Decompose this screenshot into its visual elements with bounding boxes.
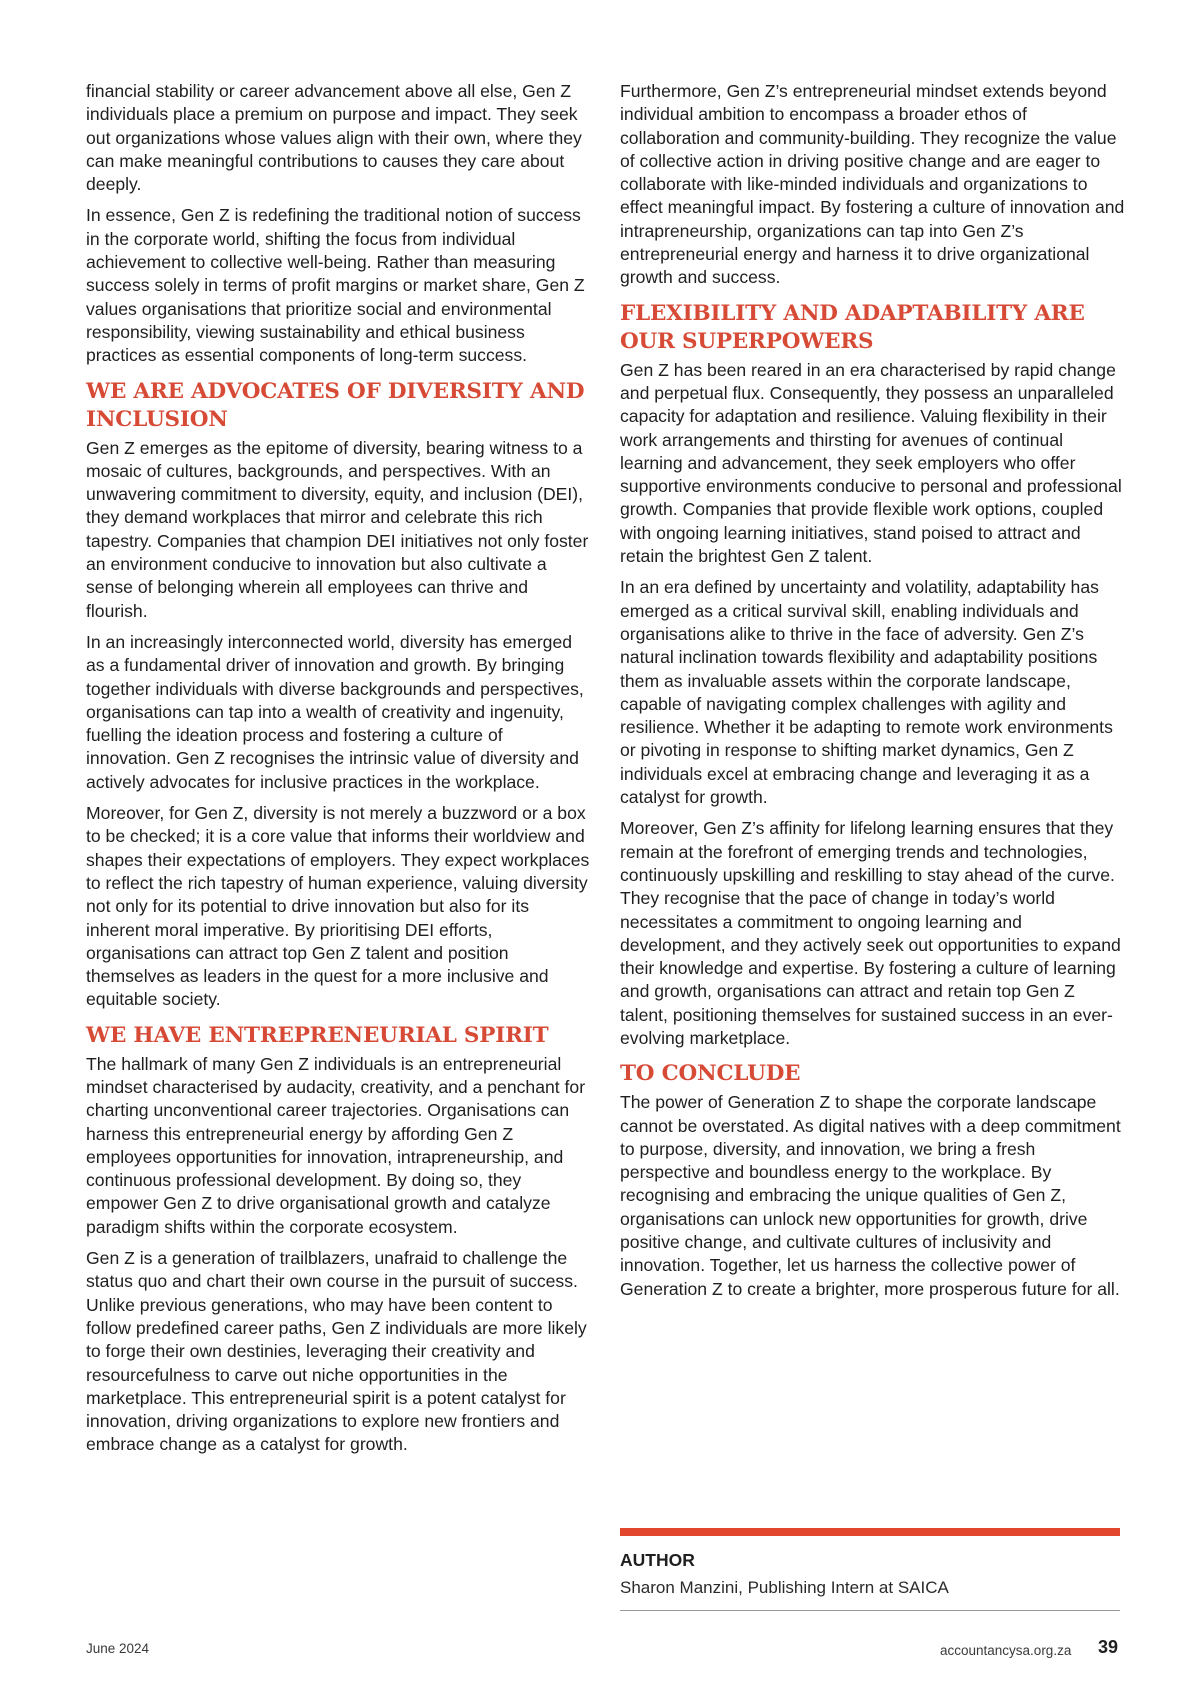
paragraph: Moreover, Gen Z’s affinity for lifelong learning ensures that they remain at the forefront of emerging trends and technologies, continuously upskilling and reskilling to stay ahead of the curve. They recognise that the pace of change in today’s world necessitates a commitment to ongoing learning and development, and they actively seek out opportunities to expand their knowledge and expertise. By fostering a culture of learning and growth, organisations can attract and retain top Gen Z talent, positioning themselves for sustained success in an ever-evolving marketplace. <box>620 818 1121 1048</box>
section-heading-conclude: TO CONCLUDE <box>620 1061 801 1087</box>
author-label: AUTHOR <box>620 1550 695 1570</box>
paragraph: In essence, Gen Z is redefining the traditional notion of success in the corporate world, shifting the focus from individual achievement to collective well-being. Rather than measuring success solely in terms of profit margins or market share, Gen Z values organisations that prioritize social and environmental responsibility, viewing sustainability and ethical business practices as essential components of long-term success. <box>86 205 585 366</box>
author-block <box>620 1528 1120 1611</box>
author-name: Sharon Manzini, Publishing Intern at SAICA <box>620 1578 949 1597</box>
footer-date: June 2024 <box>86 1641 150 1656</box>
author-accent-bar <box>620 1528 1120 1536</box>
paragraph: Gen Z has been reared in an era characterised by rapid change and perpetual flux. Consequently, they possess an unparalleled capacity for adaptation and resilience. Valuing flexibility in their work arrangements and thirsting for avenues of continual learning and advancement, they seek employers who offer supportive environments conducive to personal and professional growth. Companies that provide flexible work options, coupled with ongoing learning initiatives, stand poised to attract and retain the brightest Gen Z talent. <box>620 359 1122 567</box>
paragraph: Furthermore, Gen Z’s entrepreneurial mindset extends beyond individual ambition to encompass a broader ethos of collaboration and community-building. They recognize the value of collective action in driving positive change and are eager to collaborate with like-minded individuals and organizations to effect meaningful impact. By fostering a culture of innovation and intrapreneurship, organizations can tap into Gen Z’s entrepreneurial energy and harness it to drive organizational growth and success. <box>620 81 1125 288</box>
footer-website: accountancysa.org.za <box>940 1643 1072 1658</box>
section-heading-flexibility: FLEXIBILITY AND ADAPTABILITY ARE OUR SUPERPOWERS <box>620 300 1085 354</box>
paragraph: Moreover, for Gen Z, diversity is not merely a buzzword or a box to be checked; it is a core value that informs their worldview and shapes their expectations of employers. They expect workplaces to reflect the rich tapestry of human experience, valuing diversity not only for its potential to drive innovation but also for its inherent moral imperative. By prioritising DEI efforts, organisations can attract top Gen Z talent and position themselves as leaders in the quest for a more inclusive and equitable society. <box>86 803 590 1010</box>
paragraph: The hallmark of many Gen Z individuals is an entrepreneurial mindset characterised by audacity, creativity, and a penchant for charting unconventional career trajectories. Organisations can harness this entrepreneurial energy by affording Gen Z employees opportunities for innovation, intrapreneurship, and continuous professional development. By doing so, they empower Gen Z to drive organisational growth and catalyze paradigm shifts within the corporate ecosystem. <box>86 1053 586 1237</box>
right-column <box>620 80 1125 1309</box>
paragraph: The power of Generation Z to shape the corporate landscape cannot be overstated. As digital natives with a deep commitment to purpose, diversity, and innovation, we bring a fresh perspective and boundless energy to the workplace. By recognising and embracing the unique qualities of Gen Z, organisations can unlock new opportunities for growth, drive positive change, and cultivate cultures of inclusivity and innovation. Together, let us harness the collective power of Generation Z to create a brighter, more prosperous future for all. <box>620 1092 1121 1299</box>
paragraph: In an era defined by uncertainty and volatility, adaptability has emerged as a critical survival skill, enabling individuals and organisations alike to thrive in the face of adversity. Gen Z’s natural inclination towards flexibility and adaptability positions them as invaluable assets within the corporate landscape, capable of navigating complex challenges with agility and resilience. Whether it be adapting to remote work environments or pivoting in response to shifting market dynamics, Gen Z individuals excel at embracing change and leveraging it as a catalyst for growth. <box>620 577 1113 808</box>
page-number: 39 <box>1098 1637 1119 1657</box>
left-column <box>86 80 591 1465</box>
paragraph: Gen Z emerges as the epitome of diversity, bearing witness to a mosaic of cultures, backgrounds, and perspectives. With an unwavering commitment to diversity, equity, and inclusion (DEI), they demand workplaces that mirror and celebrate this rich tapestry. Companies that champion DEI initiatives not only foster an environment conducive to innovation but also cultivate a sense of belonging wherein all employees can thrive and flourish. <box>86 437 589 621</box>
paragraph: Gen Z is a generation of trailblazers, unafraid to challenge the status quo and chart their own course in the pursuit of success. Unlike previous generations, who may have been content to follow predefined career paths, Gen Z individuals are more likely to forge their own destinies, leveraging their creativity and resourcefulness to carve out niche opportunities in the marketplace. This entrepreneurial spirit is a potent catalyst for innovation, driving organizations to explore new frontiers and embrace change as a catalyst for growth. <box>86 1248 587 1455</box>
author-divider <box>620 1610 1120 1611</box>
paragraph: In an increasingly interconnected world, diversity has emerged as a fundamental driver of innovation and growth. By bringing together individuals with diverse backgrounds and perspectives, organisations can tap into a wealth of creativity and ingenuity, fuelling the ideation process and fostering a culture of innovation. Gen Z recognises the intrinsic value of diversity and actively advocates for inclusive practices in the workplace. <box>86 631 584 792</box>
paragraph: financial stability or career advancement above all else, Gen Z individuals place a premium on purpose and impact. They seek out organizations whose values align with their own, where they can make meaningful contributions to causes they care about deeply. <box>86 81 582 195</box>
section-heading-diversity: WE ARE ADVOCATES OF DIVERSITY AND INCLUSION <box>86 378 585 432</box>
section-heading-entrepreneurial: WE HAVE ENTREPRENEURIAL SPIRIT <box>86 1022 549 1048</box>
